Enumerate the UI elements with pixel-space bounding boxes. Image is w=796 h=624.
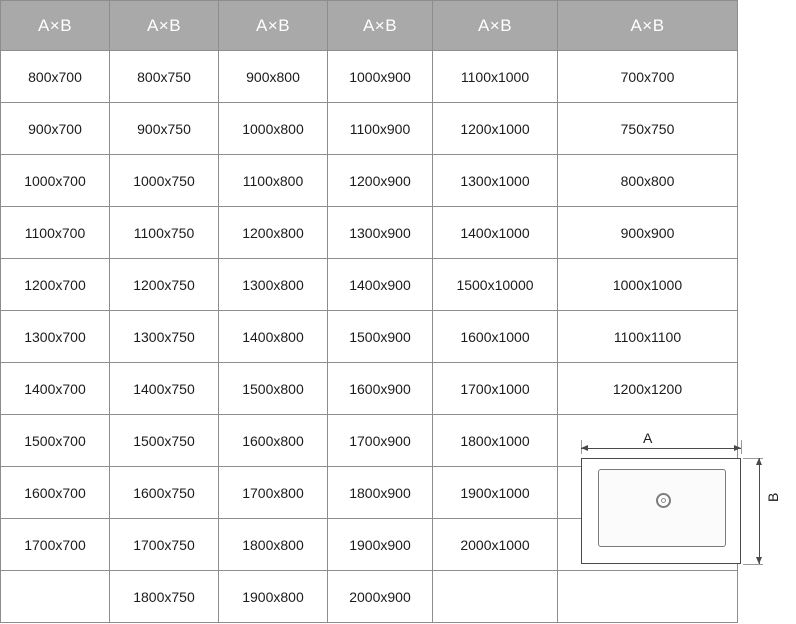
size-cell: 1800x800 <box>219 519 328 571</box>
size-cell: 750x750 <box>558 103 738 155</box>
size-cell: 1500x750 <box>110 415 219 467</box>
column-header-5: A×B <box>433 1 558 51</box>
size-cell: 1700x700 <box>1 519 110 571</box>
size-cell: 1200x900 <box>328 155 433 207</box>
size-cell: 1400x1000 <box>433 207 558 259</box>
size-cell: 1500x800 <box>219 363 328 415</box>
column-header-1: A×B <box>1 1 110 51</box>
size-cell: 1300x1000 <box>433 155 558 207</box>
drain-hole-center-icon <box>661 498 666 503</box>
size-cell: 1600x900 <box>328 363 433 415</box>
size-cell: 1700x900 <box>328 415 433 467</box>
table-row <box>1 103 738 155</box>
table-row <box>1 51 738 103</box>
size-cell: 2000x900 <box>328 571 433 623</box>
size-cell: 1600x1000 <box>433 311 558 363</box>
size-cell: 900x900 <box>558 207 738 259</box>
size-cell: 1200x750 <box>110 259 219 311</box>
size-cell: 1900x1000 <box>433 467 558 519</box>
size-cell: 1200x1200 <box>558 363 738 415</box>
size-cell: 1300x900 <box>328 207 433 259</box>
size-cell: 1100x750 <box>110 207 219 259</box>
size-cell: 800x700 <box>1 51 110 103</box>
witness-line-right <box>741 440 742 454</box>
table-row <box>1 155 738 207</box>
size-cell: 1000x750 <box>110 155 219 207</box>
dimension-label-a: A <box>643 430 653 446</box>
size-cell: 1400x800 <box>219 311 328 363</box>
tray-inner-basin <box>598 469 726 547</box>
table-header-row <box>1 1 738 51</box>
size-cell: 1200x700 <box>1 259 110 311</box>
size-cell: 1100x1100 <box>558 311 738 363</box>
size-cell: 1700x1000 <box>433 363 558 415</box>
size-cell: 1100x700 <box>1 207 110 259</box>
shower-tray-dimension-drawing <box>573 430 788 595</box>
dimension-arrow-depth <box>759 458 760 564</box>
size-cell: 1400x750 <box>110 363 219 415</box>
size-cell: 1000x1000 <box>558 259 738 311</box>
size-cell: 1200x800 <box>219 207 328 259</box>
size-cell: 900x800 <box>219 51 328 103</box>
dimension-arrow-width <box>581 448 741 449</box>
table-row <box>1 259 738 311</box>
size-cell: 1100x1000 <box>433 51 558 103</box>
size-cell: 1400x900 <box>328 259 433 311</box>
size-cell: 1300x800 <box>219 259 328 311</box>
column-header-2: A×B <box>110 1 219 51</box>
size-cell: 800x800 <box>558 155 738 207</box>
size-cell: 1500x10000 <box>433 259 558 311</box>
table-row <box>1 207 738 259</box>
size-cell: 1700x800 <box>219 467 328 519</box>
size-cell: 700x700 <box>558 51 738 103</box>
size-cell: 1600x800 <box>219 415 328 467</box>
size-cell: 1000x700 <box>1 155 110 207</box>
size-cell: 1800x900 <box>328 467 433 519</box>
size-cell: 1300x700 <box>1 311 110 363</box>
dimension-label-b: B <box>765 492 781 502</box>
size-cell: 1600x750 <box>110 467 219 519</box>
table-row <box>1 363 738 415</box>
size-cell: 1600x700 <box>1 467 110 519</box>
size-cell: 1800x750 <box>110 571 219 623</box>
size-cell: 1200x1000 <box>433 103 558 155</box>
size-cell-empty <box>433 571 558 623</box>
tray-outline <box>581 458 741 564</box>
size-cell: 1500x900 <box>328 311 433 363</box>
drain-hole-icon <box>656 493 671 508</box>
size-cell: 2000x1000 <box>433 519 558 571</box>
size-cell: 1300x750 <box>110 311 219 363</box>
size-cell: 1500x700 <box>1 415 110 467</box>
size-cell: 800x750 <box>110 51 219 103</box>
size-cell: 1900x800 <box>219 571 328 623</box>
size-cell: 1100x800 <box>219 155 328 207</box>
column-header-6: A×B <box>558 1 738 51</box>
table-row <box>1 311 738 363</box>
size-cell: 1000x800 <box>219 103 328 155</box>
size-cell: 1800x1000 <box>433 415 558 467</box>
size-cell: 900x750 <box>110 103 219 155</box>
size-cell: 1000x900 <box>328 51 433 103</box>
witness-line-bottom <box>743 564 763 565</box>
size-cell: 1900x900 <box>328 519 433 571</box>
column-header-3: A×B <box>219 1 328 51</box>
size-cell: 1700x750 <box>110 519 219 571</box>
column-header-4: A×B <box>328 1 433 51</box>
size-cell: 1100x900 <box>328 103 433 155</box>
size-cell-empty <box>1 571 110 623</box>
size-cell: 1400x700 <box>1 363 110 415</box>
size-cell: 900x700 <box>1 103 110 155</box>
